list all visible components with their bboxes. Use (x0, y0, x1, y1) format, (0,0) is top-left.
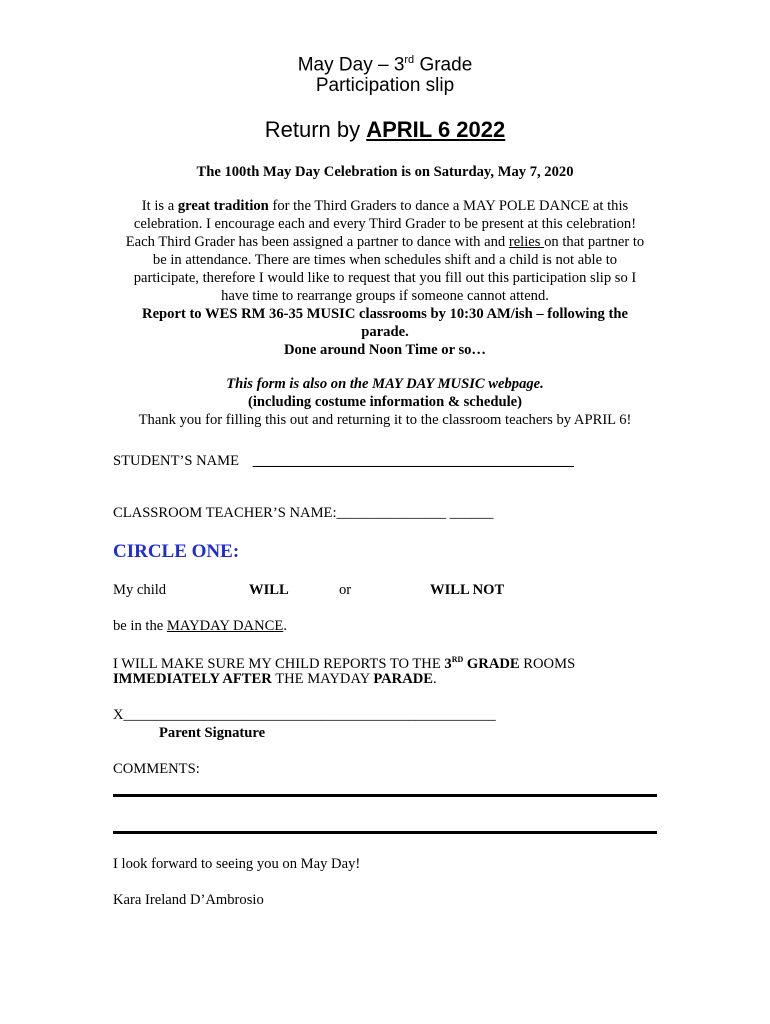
report-line-1: Report to WES RM 36-35 MUSIC classrooms by 10:30 AM/ish – following the (142, 306, 628, 322)
webpage-line-1: This form is also on the MAY DAY MUSIC webpage. (226, 376, 544, 392)
intro-line-2: celebration. I encourage each and every Third Grader to be present at this celebration! (133, 216, 637, 232)
report-line-3: Done around Noon Time or so… (283, 342, 487, 358)
teacher-name-field[interactable] (113, 504, 493, 522)
immediately-line: IMMEDIATELY AFTER THE MAYDAY PARADE. (113, 671, 437, 687)
intro-line-4: be in attendance. There are times when schedules shift and a child is not able to (152, 252, 618, 268)
webpage-line-2: (including costume information & schedule) (247, 394, 523, 410)
title-suffix: Grade (414, 54, 473, 76)
webpage-note (0, 375, 770, 429)
will-option[interactable]: WILL (249, 582, 289, 598)
great-tradition-text: great tradition (177, 198, 269, 214)
page-subtitle: Participation slip (315, 75, 455, 96)
student-name-label: STUDENT’S NAME (113, 453, 240, 469)
my-child-label: My child (113, 582, 167, 598)
intro-line-3: Each Third Grader has been assigned a partner to dance with and relies on that partner to (125, 234, 645, 250)
intro-line-6: have time to rearrange groups if someone cannot attend. (221, 288, 549, 304)
comments-line-2[interactable] (113, 831, 657, 834)
comments-label: COMMENTS: (113, 761, 200, 777)
parade-text: PARADE (373, 671, 434, 687)
return-by-prefix: Return by (264, 117, 367, 142)
be-in-dance-line: be in the MAYDAY DANCE. (113, 618, 287, 634)
celebration-line: The 100th May Day Celebration is on Saturday, May 7, 2020 (196, 164, 574, 180)
student-name-field[interactable] (113, 452, 574, 470)
title-prefix: May Day – 3 (297, 54, 405, 76)
return-by-date: APRIL 6 2022 (366, 117, 506, 142)
page-title (0, 48, 770, 77)
webpage-line-3: Thank you for filling this out and returning it to the classroom teachers by APRIL 6! (138, 412, 632, 428)
intro-line-1: It is a great tradition for the Third Graders to dance a MAY POLE DANCE at this (141, 198, 629, 214)
intro-paragraph (0, 197, 770, 359)
circle-one-heading: CIRCLE ONE: (113, 541, 240, 562)
closing-line: I look forward to seeing you on May Day! (113, 856, 361, 872)
teacher-name-blank[interactable]: _______________ ______ (336, 505, 494, 521)
author-signature: Kara Ireland D’Ambrosio (113, 892, 264, 908)
or-label: or (339, 582, 352, 598)
immediately-after-text: IMMEDIATELY AFTER (113, 671, 272, 687)
comments-line-1[interactable] (113, 794, 657, 797)
report-line-2: parade. (361, 324, 409, 340)
relies-text: relies (508, 234, 545, 250)
teacher-name-label: CLASSROOM TEACHER’S NAME: (113, 505, 337, 521)
make-sure-line: I WILL MAKE SURE MY CHILD REPORTS TO THE 3RD GRADE ROOMS (113, 655, 576, 672)
will-not-option[interactable]: WILL NOT (430, 582, 505, 598)
student-name-blank[interactable]: ____________________________________________ (252, 453, 574, 469)
intro-line-5: participate, therefore I would like to request that you fill out this participation slip so I (133, 270, 637, 286)
title-superscript: rd (404, 54, 415, 66)
signature-line[interactable]: X___________________________________________________ (113, 707, 496, 723)
return-by-heading (0, 116, 770, 144)
parent-signature-label: Parent Signature (159, 725, 266, 741)
mayday-dance-text: MAYDAY DANCE (166, 618, 284, 634)
